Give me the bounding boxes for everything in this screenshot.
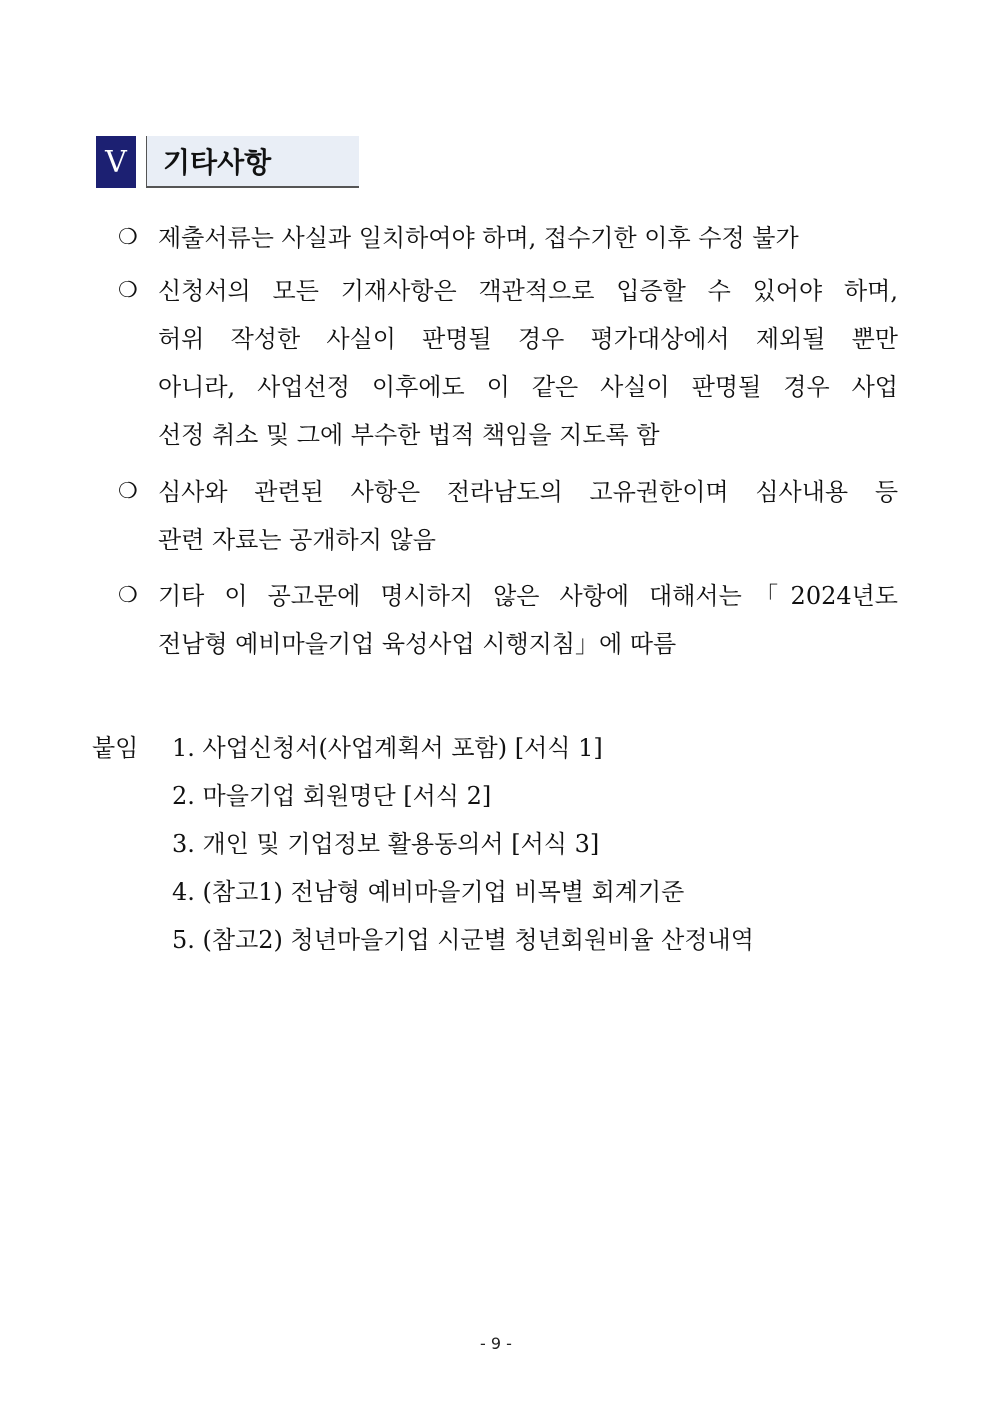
item-line: 허위 작성한 사실이 판명될 경우 평가대상에서 제외될 뿐만 <box>158 325 898 353</box>
attachment-item: 4. (참고1) 전남형 예비마을기업 비목별 회계기준 <box>172 878 685 906</box>
bullet-item-3 <box>118 468 898 564</box>
item-line: 전남형 예비마을기업 육성사업 시행지침」에 따름 <box>158 630 677 658</box>
item-line: 심사와 관련된 사항은 전라남도의 고유권한이며 심사내용 등 <box>158 478 898 506</box>
item-line: 선정 취소 및 그에 부수한 법적 책임을 지도록 함 <box>158 421 660 449</box>
bullet-icon: ❍ <box>118 583 138 608</box>
attachment-item: 2. 마을기업 회원명단 [서식 2] <box>172 782 492 810</box>
attachment-item: 3. 개인 및 기업정보 활용동의서 [서식 3] <box>172 830 600 858</box>
item-line: 기타 이 공고문에 명시하지 않은 사항에 대해서는「2024년도 <box>158 582 898 610</box>
section-header <box>96 136 359 188</box>
attachment-item: 1. 사업신청서(사업계획서 포함) [서식 1] <box>172 734 603 762</box>
attachment-item: 5. (참고2) 청년마을기업 시군별 청년회원비율 산정내역 <box>172 926 754 954</box>
attachments-list <box>172 724 892 964</box>
item-line: 관련 자료는 공개하지 않음 <box>158 526 436 554</box>
bullet-icon: ❍ <box>118 479 138 504</box>
section-number: Ⅴ <box>96 136 136 188</box>
attachments-label: 붙임 <box>92 734 139 762</box>
item-line: 신청서의 모든 기재사항은 객관적으로 입증할 수 있어야 하며, <box>158 277 898 305</box>
bullet-item-4 <box>118 572 898 668</box>
section-title: 기타사항 <box>146 136 359 188</box>
item-line: 제출서류는 사실과 일치하여야 하며, 접수기한 이후 수정 불가 <box>158 224 799 252</box>
page-number: - 9 - <box>480 1334 512 1353</box>
item-line: 아니라, 사업선정 이후에도 이 같은 사실이 판명될 경우 사업 <box>158 373 898 401</box>
bullet-icon: ❍ <box>118 225 138 250</box>
bullet-item-1 <box>118 214 898 262</box>
bullet-icon: ❍ <box>118 278 138 303</box>
bullet-item-2 <box>118 267 898 459</box>
